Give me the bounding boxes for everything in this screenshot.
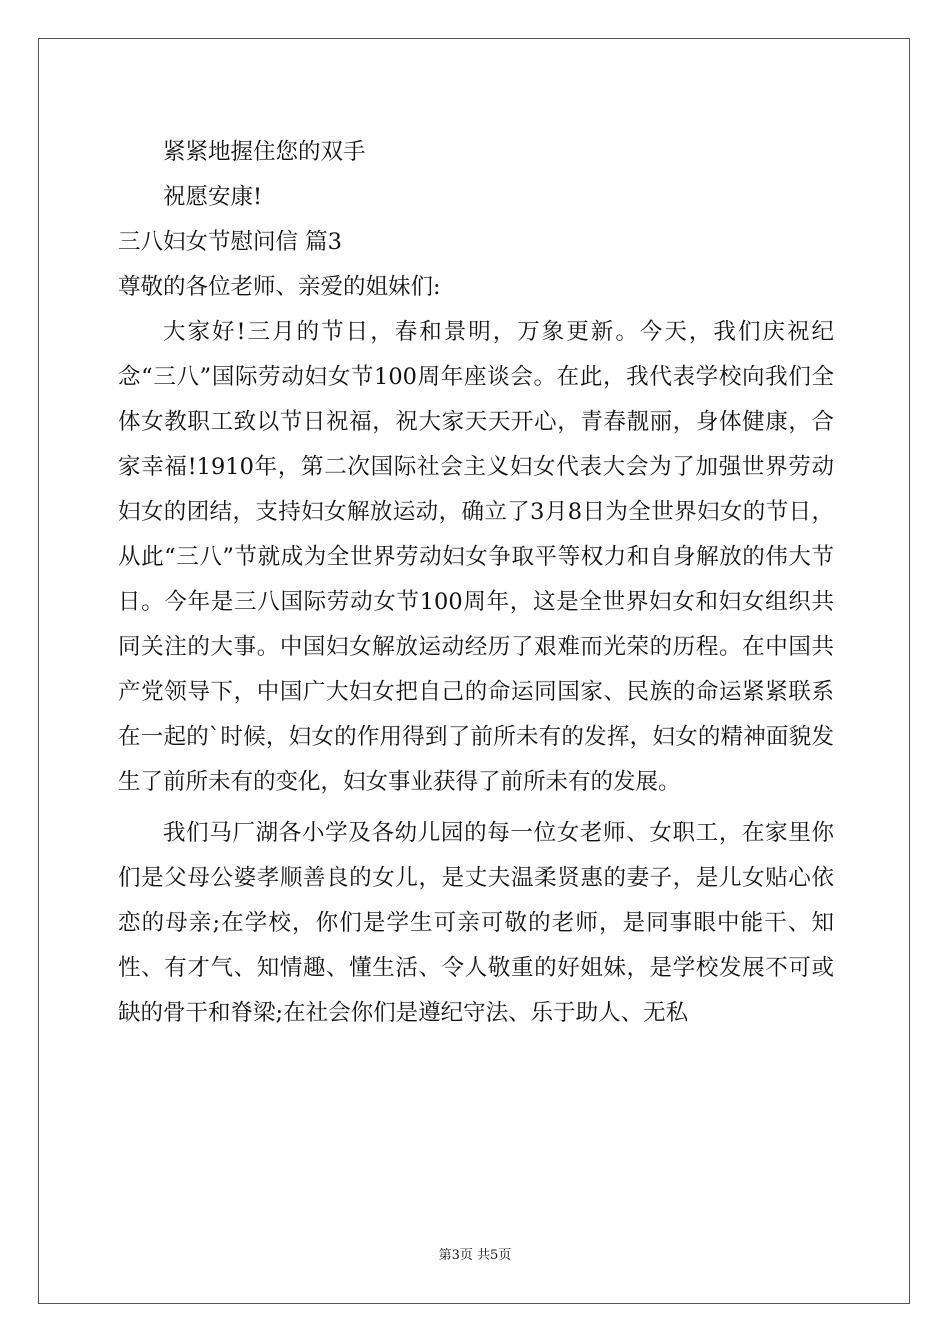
- salutation: 尊敬的各位老师、亲爱的姐妹们:: [118, 274, 441, 300]
- closing-line: 紧紧地握住您的双手: [163, 139, 366, 165]
- section-heading: 三八妇女节慰问信 篇3: [118, 229, 342, 255]
- body-paragraph-2: 我们马厂湖各小学及各幼儿园的每一位女老师、女职工，在家里你们是父母公婆孝顺善良的女儿，是丈夫温柔贤惠的妻子，是儿女贴心依恋的母亲;在学校，你们是学生可亲可敬的老师，是同事眼中能干、知性、有才气、知情趣、懂生活、令人敬重的好姐妹，是学校发展不可或缺的骨干和脊梁;在社会你们是遵纪守法、乐于助人、无私: [118, 820, 834, 1026]
- page-number-footer: 第3页 共5页: [438, 1248, 512, 1263]
- document-body: [118, 127, 834, 1036]
- body-paragraph-1: 大家好!三月的节日，春和景明，万象更新。今天，我们庆祝纪念“三八”国际劳动妇女节100周年座谈会。在此，我代表学校向我们全体女教职工致以节日祝福，祝大家天天开心，青春靓丽，身体健康，合家幸福!1910年，第二次国际社会主义妇女代表大会为了加强世界劳动妇女的团结，支持妇女解放运动，确立了3月8日为全世界妇女的节日，从此“三八”节就成为全世界劳动妇女争取平等权力和自身解放的伟大节日。今年是三八国际劳动女节100周年，这是全世界妇女和妇女组织共同关注的大事。中国妇女解放运动经历了艰难而光荣的历程。在中国共产党领导下，中国广大妇女把自己的命运同国家、民族的命运紧紧联系在一起的`时候，妇女的作用得到了前所未有的发挥，妇女的精神面貌发生了前所未有的变化，妇女事业获得了前所未有的发展。: [118, 319, 834, 795]
- closing-wish: 祝愿安康!: [163, 184, 263, 210]
